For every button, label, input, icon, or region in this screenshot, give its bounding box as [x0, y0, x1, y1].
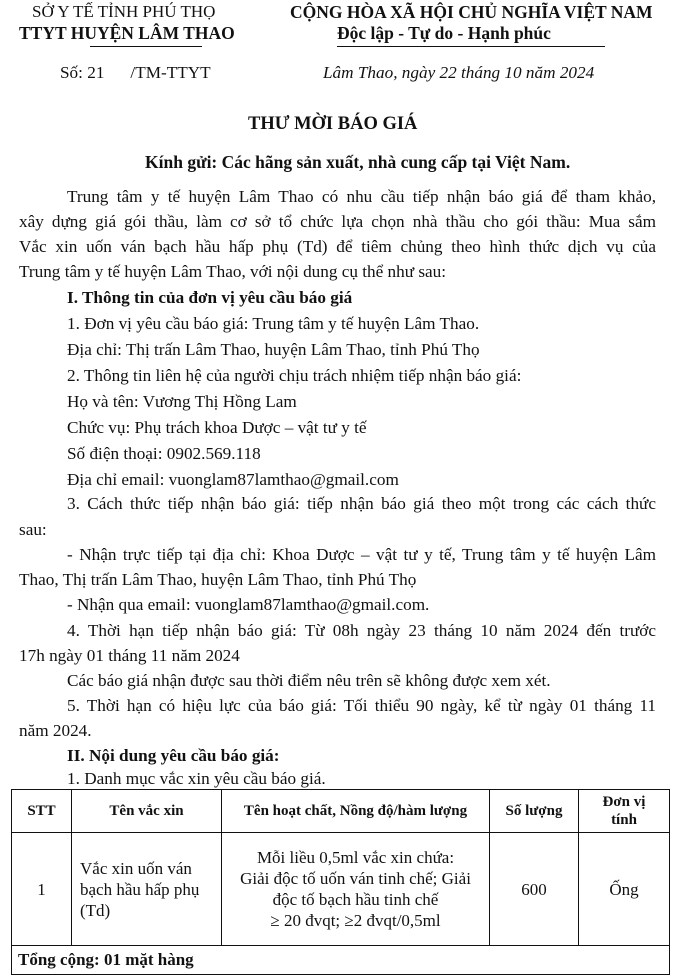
col-header-unit-line-1: Đơn vị [602, 794, 646, 810]
document-number-suffix: /TM-TTYT [130, 63, 211, 82]
ingredient-line-1: Mỗi liều 0,5ml vắc xin chứa: [256, 848, 455, 867]
unit-address: Địa chỉ: Thị trấn Lâm Thao, huyện Lâm Thao, tỉnh Phú Thọ [67, 340, 480, 359]
col-header-unit-line-2: tính [611, 812, 637, 828]
receipt-method-line-1: 3. Cách thức tiếp nhận báo giá: tiếp nhận báo giá theo một trong các cách thức [67, 494, 656, 513]
contact-email: Địa chỉ email: vuonglam87lamthao@gmail.com [67, 470, 399, 489]
intro-line-3: Vắc xin uốn ván bạch hầu hấp phụ (Td) để tiêm chủng theo hình thức dịch vụ của [19, 237, 656, 256]
place-date: Lâm Thao, ngày 22 tháng 10 năm 2024 [323, 63, 595, 82]
document-number-prefix: Số: 21 [60, 63, 105, 82]
table-total: Tổng cộng: 01 mặt hàng [12, 946, 670, 975]
motto: Độc lập - Tự do - Hạnh phúc [337, 23, 551, 43]
late-quote-note: Các báo giá nhận được sau thời điểm nêu trên sẽ không được xem xét. [67, 671, 551, 690]
validity-line-2: năm 2024. [19, 721, 92, 740]
cell-unit: Ống [579, 833, 670, 946]
vaccine-name-line-1: Vắc xin uốn ván [80, 858, 192, 878]
email-receipt: - Nhận qua email: vuonglam87lamthao@gmail.com. [67, 595, 430, 614]
ingredient-line-4: ≥ 20 đvqt; ≥2 đvqt/0,5ml [270, 911, 441, 930]
cell-ingredient [222, 833, 490, 946]
direct-receipt-line-1: - Nhận trực tiếp tại địa chỉ: Khoa Dược – vật tư y tế, Trung tâm y tế huyện Lâm [67, 545, 656, 564]
nation-title: CỘNG HÒA XÃ HỘI CHỦ NGHĨA VIỆT NAM [290, 2, 653, 22]
vaccine-name-line-2: bạch hầu hấp phụ [80, 879, 200, 899]
agency-underline [90, 46, 202, 47]
col-header-unit [579, 790, 670, 833]
table-header-row [12, 790, 670, 833]
receipt-method-line-2: sau: [19, 520, 47, 539]
vaccine-name-line-3: (Td) [80, 900, 111, 920]
deadline-line-1: 4. Thời hạn tiếp nhận báo giá: Từ 08h ngày 23 tháng 10 năm 2024 đến trước [67, 621, 656, 640]
table-row [12, 833, 670, 946]
intro-line-4: Trung tâm y tế huyện Lâm Thao, với nội dung cụ thể như sau: [19, 262, 447, 281]
intro-line-1: Trung tâm y tế huyện Lâm Thao có nhu cầu tiếp nhận báo giá để tham khảo, [67, 187, 656, 206]
agency-name: TTYT HUYỆN LÂM THAO [19, 23, 235, 43]
contact-name: Họ và tên: Vương Thị Hồng Lam [67, 392, 297, 411]
agency-parent: SỞ Y TẾ TỈNH PHÚ THỌ [32, 2, 216, 21]
ingredient-line-2: Giải độc tố uốn ván tinh chế; Giải [240, 869, 471, 888]
table-total-row [12, 946, 670, 975]
validity-line-1: 5. Thời hạn có hiệu lực của báo giá: Tối thiểu 90 ngày, kể từ ngày 01 tháng 11 [67, 696, 656, 715]
col-header-stt: STT [12, 790, 72, 833]
col-header-quantity: Số lượng [490, 790, 579, 833]
col-header-vaccine-name: Tên vắc xin [72, 790, 222, 833]
contact-phone: Số điện thoại: 0902.569.118 [67, 444, 261, 463]
ingredient-line-3: độc tố bạch hầu tinh chế [272, 890, 439, 909]
deadline-line-2: 17h ngày 01 tháng 11 năm 2024 [19, 646, 240, 665]
section-2-heading: II. Nội dung yêu cầu báo giá: [67, 746, 280, 765]
direct-receipt-line-2: Thao, Thị trấn Lâm Thao, huyện Lâm Thao, tỉnh Phú Thọ [19, 570, 417, 589]
salutation: Kính gửi: Các hãng sản xuất, nhà cung cấp tại Việt Nam. [145, 152, 571, 172]
requesting-unit: 1. Đơn vị yêu cầu báo giá: Trung tâm y tế huyện Lâm Thao. [67, 314, 480, 333]
cell-stt: 1 [12, 833, 72, 946]
document-number [60, 61, 211, 86]
motto-underline [337, 46, 605, 47]
cell-quantity: 600 [490, 833, 579, 946]
intro-line-2: xây dựng giá gói thầu, làm cơ sở tổ chức lựa chọn nhà thầu cho gói thầu: Mua sắm [19, 212, 656, 231]
cell-vaccine-name [72, 833, 222, 946]
section-1-heading: I. Thông tin của đơn vị yêu cầu báo giá [67, 288, 353, 307]
vaccine-list-heading: 1. Danh mục vắc xin yêu cầu báo giá. [67, 769, 326, 788]
contact-heading: 2. Thông tin liên hệ của người chịu trách nhiệm tiếp nhận báo giá: [67, 366, 522, 385]
col-header-ingredient: Tên hoạt chất, Nồng độ/hàm lượng [222, 790, 490, 833]
vaccine-table [11, 789, 670, 975]
document-title: THƯ MỜI BÁO GIÁ [248, 114, 418, 134]
contact-position: Chức vụ: Phụ trách khoa Dược – vật tư y tế [67, 418, 367, 437]
